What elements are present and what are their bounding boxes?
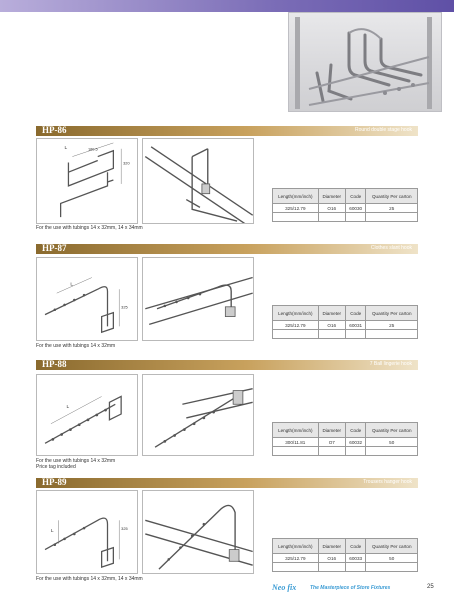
dim-height-label: 325 — [121, 304, 128, 310]
section-title: Round double stage hook — [355, 127, 412, 133]
dim-length-label: L — [50, 529, 54, 534]
col-length: Length(mm/inch) — [273, 189, 319, 204]
hp89-note: For the use with tubings 14 x 32mm, 14 x 34mm — [36, 576, 143, 582]
dim-height-label: 320 — [123, 160, 130, 166]
table-header-row — [273, 539, 418, 554]
col-quantity: Quantity Per carton — [366, 189, 418, 204]
dim-length-label: L — [70, 282, 74, 288]
product-photo — [288, 12, 442, 112]
col-code: Code — [345, 423, 366, 438]
section-code: HP-87 — [42, 243, 67, 253]
col-diameter: Diameter — [318, 539, 345, 554]
dim-height-label: 325 — [121, 526, 128, 532]
cell-quantity: 50 — [366, 438, 418, 447]
section-code: HP-89 — [42, 477, 67, 487]
hp87-spec-table — [272, 305, 418, 339]
hp87-dimension-drawing — [36, 257, 138, 341]
section-code: HP-86 — [42, 125, 67, 135]
hp88-product-drawing — [142, 374, 254, 456]
col-length: Length(mm/inch) — [273, 423, 319, 438]
cell-length: 325/12.79 — [273, 554, 319, 563]
cell-quantity: 25 — [366, 204, 418, 213]
cell-diameter: O16 — [318, 321, 345, 330]
col-quantity: Quantity Per carton — [366, 423, 418, 438]
hp86-note: For the use with tubings 14 x 32mm, 14 x 34mm — [36, 225, 143, 231]
section-header-hp88 — [36, 360, 418, 370]
hp88-dimension-drawing — [36, 374, 138, 456]
cell-diameter: O16 — [318, 554, 345, 563]
table-row — [273, 447, 418, 456]
col-diameter: Diameter — [318, 189, 345, 204]
brand-tagline: The Masterpiece of Store Fixtures — [310, 585, 391, 591]
col-length: Length(mm/inch) — [273, 306, 319, 321]
cell-length: 325/12.79 — [273, 321, 319, 330]
table-row — [273, 204, 418, 213]
table-header-row — [273, 306, 418, 321]
cell-diameter: O16 — [318, 204, 345, 213]
col-code: Code — [345, 306, 366, 321]
cell-diameter: O7 — [318, 438, 345, 447]
hp87-note: For the use with tubings 14 x 32mm — [36, 343, 116, 349]
section-header-hp86 — [36, 126, 418, 136]
dim-length-label: L — [66, 405, 70, 411]
hp86-spec-table — [272, 188, 418, 222]
cell-quantity: 25 — [366, 321, 418, 330]
table-row — [273, 438, 418, 447]
table-row — [273, 554, 418, 563]
hp86-dimension-drawing — [36, 138, 138, 224]
section-title: Clothes slant hook — [370, 245, 412, 251]
col-diameter: Diameter — [318, 423, 345, 438]
section-header-hp89 — [36, 478, 418, 488]
table-row — [273, 563, 418, 572]
table-row — [273, 321, 418, 330]
page-number: 25 — [427, 584, 434, 590]
header-band — [0, 0, 454, 12]
hp89-product-drawing — [142, 490, 254, 574]
hp88-note: For the use with tubings 14 x 32mm — [36, 458, 116, 464]
table-header-row — [273, 189, 418, 204]
hp89-spec-table — [272, 538, 418, 572]
table-header-row — [273, 423, 418, 438]
col-quantity: Quantity Per carton — [366, 539, 418, 554]
table-row — [273, 330, 418, 339]
brand-logo: Neo fix — [272, 583, 297, 592]
section-title: Trousers hanger hook — [363, 479, 412, 485]
cell-code: 60030 — [345, 204, 366, 213]
page-footer — [272, 583, 452, 595]
cell-code: 60033 — [345, 554, 366, 563]
hp86-product-drawing — [142, 138, 254, 224]
col-code: Code — [345, 539, 366, 554]
col-diameter: Diameter — [318, 306, 345, 321]
dim-length-label: L — [64, 145, 68, 151]
cell-length: 325/12.79 — [273, 204, 319, 213]
dim-width-label: 180.5 — [87, 146, 98, 152]
hp88-spec-table — [272, 422, 418, 456]
table-row — [273, 213, 418, 222]
hp89-dimension-drawing — [36, 490, 138, 574]
cell-code: 60032 — [345, 438, 366, 447]
hp88-note-price-tag: Price tag included — [36, 464, 76, 470]
hp87-product-drawing — [142, 257, 254, 341]
cell-length: 300/11.81 — [273, 438, 319, 447]
col-code: Code — [345, 189, 366, 204]
cell-quantity: 50 — [366, 554, 418, 563]
section-title: 7 Ball lingerie hook — [369, 361, 412, 367]
col-length: Length(mm/inch) — [273, 539, 319, 554]
col-quantity: Quantity Per carton — [366, 306, 418, 321]
section-header-hp87 — [36, 244, 418, 254]
section-code: HP-88 — [42, 359, 67, 369]
cell-code: 60031 — [345, 321, 366, 330]
